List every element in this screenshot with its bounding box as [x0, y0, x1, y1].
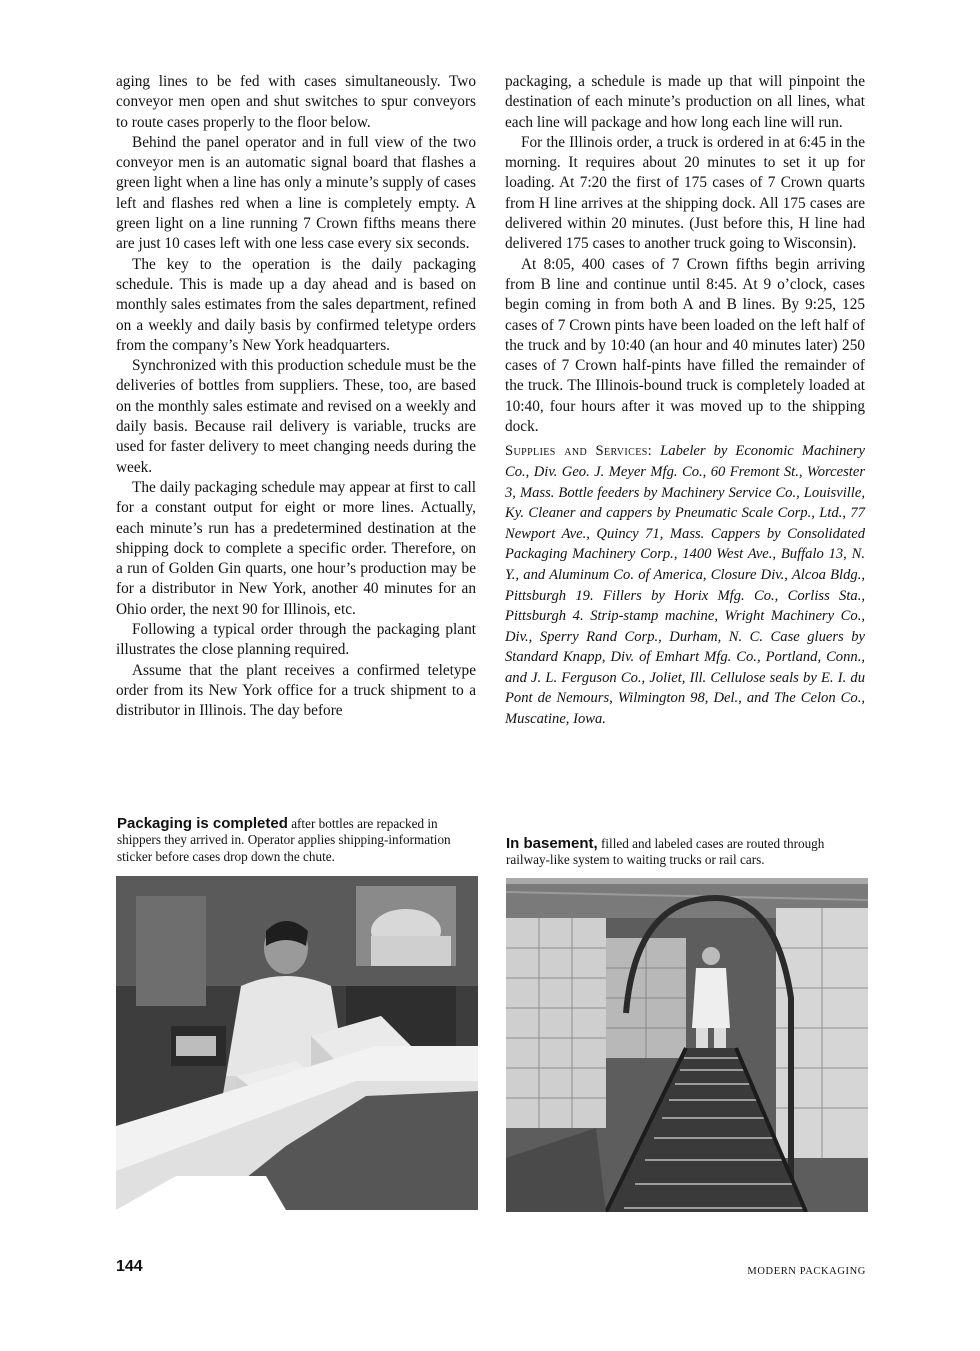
magazine-name: MODERN PACKAGING — [747, 1266, 866, 1277]
paragraph: At 8:05, 400 cases of 7 Crown fifths begin arriving from B line and continue until 8:45. At 9 o’clock, cases begin coming in from both A and B lines. By 9:25, 125 cases of 7 Crown pints have been loaded on the left half of the truck and by 10:40 (an hour and 40 minutes later) 250 cases of 7 Crown half-pints have filled the remainder of the truck. The Illinois-bound truck is completely loaded at 10:40, four hours after it was moved up to the shipping dock. — [505, 255, 865, 436]
article-left-column — [116, 72, 476, 722]
photo-caption-right — [506, 836, 868, 869]
caption-body: filled and labeled cases are routed through railway-like system to waiting trucks or rail cars. — [506, 836, 825, 868]
paragraph: The daily packaging schedule may appear at first to call for a constant output for eight or more lines. Actually, each minute’s run has a predetermined destination at the shipping dock to complete a specific order. Therefore, on a run of Golden Gin quarts, one hour’s production may be for a distributor in New York, another 40 minutes for an Ohio order, the next 90 for Illinois, etc. — [116, 478, 476, 618]
page-number: 144 — [116, 1258, 143, 1275]
paragraph: Synchronized with this production schedule must be the deliveries of bottles from suppliers. These, too, are based on the monthly sales estimate and revised on a weekly and daily basis. Because rail delivery is variable, trucks are used for faster delivery to meet changing needs during the week. — [116, 357, 476, 476]
supplies-body: Labeler by Economic Machinery Co., Div. Geo. J. Meyer Mfg. Co., 60 Fremont St., Worcester 3, Mass. Bottle feeders by Machinery Service Co., Louisville, Ky. Cleaner and cappers by Pneumatic Scale Corp., Ltd., 77 Newport Ave., Quincy 71, Mass. Cappers by Consolidated Packaging Machinery Corp., 1400 West Ave., Buffalo 13, N. Y., and Aluminum Co. of America, Closure Div., Alcoa Bldg., Pittsburgh 19. Fillers by Horix Mfg. Co., Corliss Sta., Pittsburgh 4. Strip-stamp machine, Wright Machinery Co., Div., Sperry Rand Corp., Durham, N. C. Case gluers by Standard Knapp, Div. of Emhart Mfg. Co., Portland, Conn., and J. L. Ferguson Co., Joliet, Ill. Cellulose seals by E. I. du Pont de Nemours, Wilmington 98, Del., and The Celon Co., Muscatine, Iowa. — [505, 443, 865, 728]
supplies-and-services — [505, 441, 865, 729]
paragraph: aging lines to be fed with cases simultaneously. Two conveyor men open and shut switches to spur conveyors to route cases properly to the floor below. — [116, 73, 476, 131]
paragraph: The key to the operation is the daily packaging schedule. This is made up a day ahead and is based on monthly sales estimates from the sales department, refined on a weekly and daily basis by confirmed teletype orders from the company’s New York headquarters. — [116, 255, 476, 354]
caption-body: after bottles are repacked in shippers they arrived in. Operator applies shipping-information sticker before cases drop down the chute. — [117, 816, 451, 864]
photo-caption-left — [117, 816, 479, 865]
caption-lead: Packaging is completed — [117, 815, 288, 832]
paragraph: Behind the panel operator and in full view of the two conveyor men is an automatic signal board that flashes a green light when a line has only a minute’s supply of cases left and flashes red when a line is completely empty. A green light on a line running 7 Crown fifths means there are just 10 cases left with one less case every six seconds. — [116, 133, 476, 253]
paragraph: For the Illinois order, a truck is ordered in at 6:45 in the morning. It requires about 20 minutes to set it up for loading. At 7:20 the first of 175 cases of 7 Crown quarts from H line arrives at the shipping dock. All 175 cases are delivered within 20 minutes. (Just before this, H line had delivered 175 cases to another truck going to Wisconsin). — [505, 133, 865, 253]
paragraph: packaging, a schedule is made up that will pinpoint the destination of each minute’s production on all lines, what each line will package and how long each line will run. — [505, 73, 865, 131]
paragraph: Following a typical order through the packaging plant illustrates the close planning required. — [116, 621, 476, 659]
supplies-heading: Supplies and Services: — [505, 443, 653, 460]
packaging-operator-photo — [116, 876, 478, 1210]
caption-lead: In basement, — [506, 835, 598, 852]
article-right-column — [505, 72, 865, 730]
paragraph: Assume that the plant receives a confirmed teletype order from its New York office for a truck shipment to a distributor in Illinois. The day before — [116, 661, 476, 720]
basement-conveyor-photo — [506, 878, 868, 1212]
